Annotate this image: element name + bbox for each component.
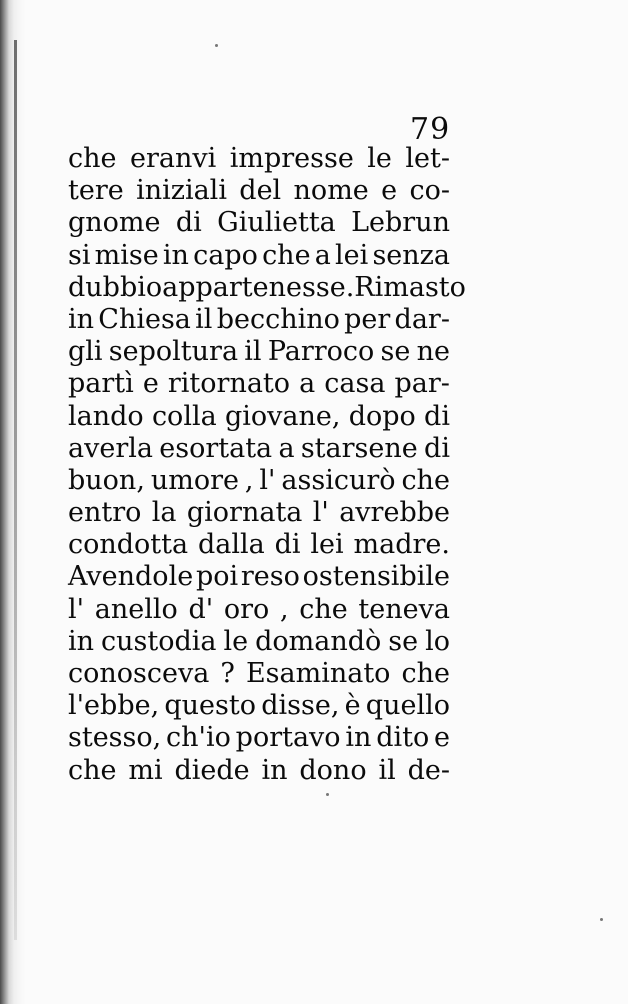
word: Chiesa: [98, 303, 191, 335]
word: custodia: [101, 625, 217, 657]
word: ostensibile: [302, 561, 450, 593]
word: il: [378, 754, 396, 786]
word: dono: [299, 754, 367, 786]
word: capo: [193, 239, 258, 271]
word: assicurò: [281, 464, 396, 496]
word: lei: [310, 529, 344, 561]
text-line: [68, 561, 450, 593]
word: eranvi: [129, 143, 217, 174]
word: a: [278, 432, 295, 464]
text-line: [68, 722, 450, 754]
paper-speck: [326, 793, 329, 796]
word: mi: [128, 754, 163, 786]
word: appartenesse.: [162, 271, 355, 303]
word: Parroco: [267, 336, 375, 368]
word: d': [188, 593, 214, 625]
word: dalla: [197, 529, 265, 561]
word: e: [434, 722, 450, 754]
word: condotta: [68, 529, 189, 561]
text-line: [68, 304, 450, 336]
word: a: [314, 239, 331, 271]
word: co-: [409, 175, 450, 207]
word: diede: [174, 754, 250, 786]
word: dito: [376, 722, 430, 754]
word: avrebbe: [339, 497, 450, 529]
paper-speck: [215, 44, 218, 47]
word: tere: [68, 175, 124, 207]
word: portavo: [235, 722, 341, 754]
word: giovane,: [224, 400, 341, 432]
word: in: [68, 303, 95, 335]
word: ritornato: [167, 368, 291, 400]
text-line: [68, 626, 450, 658]
text-line: [68, 207, 450, 239]
word: in: [345, 722, 372, 754]
word: l'ebbe,: [68, 690, 160, 722]
word: dar-: [394, 303, 450, 335]
word: umore: [150, 464, 239, 496]
word: reso: [240, 561, 300, 593]
word: le: [223, 625, 249, 657]
word: se: [380, 336, 411, 368]
word: colla: [151, 400, 217, 432]
word: oro: [223, 593, 270, 625]
word: dopo: [348, 400, 416, 432]
word: anello: [94, 593, 178, 625]
text-line: [68, 240, 450, 272]
word: l': [259, 464, 276, 496]
paper-speck: [600, 918, 603, 921]
word: stesso,: [68, 722, 162, 754]
word: se: [388, 625, 419, 657]
word: Giulietta: [217, 207, 336, 239]
word: e: [142, 368, 159, 400]
word: iniziali: [136, 175, 227, 207]
text-line: [68, 368, 450, 400]
word: buon,: [68, 464, 145, 496]
word: il: [195, 303, 213, 335]
word: Esaminato: [245, 658, 391, 689]
word: è: [344, 690, 361, 722]
word: di: [274, 529, 301, 561]
word: nome: [293, 175, 369, 207]
word: in: [68, 625, 95, 657]
word: sepoltura: [108, 336, 239, 368]
text-line: [68, 433, 450, 465]
word: Rimasto: [354, 271, 466, 303]
word: poi: [195, 561, 239, 593]
text-line: [68, 271, 466, 304]
word: l': [312, 497, 329, 529]
word: che: [401, 658, 450, 689]
text-line: [68, 497, 450, 529]
word: casa: [324, 368, 386, 400]
word: becchino: [216, 303, 340, 335]
word: lei: [335, 239, 369, 271]
word: di: [424, 432, 450, 464]
word: esortata: [159, 432, 273, 464]
word: in: [261, 754, 288, 786]
word: disse,: [261, 690, 340, 722]
word: la: [151, 497, 177, 529]
text-line: [68, 465, 450, 497]
text-line: [68, 401, 450, 433]
word: l': [68, 593, 85, 625]
word: partì: [68, 368, 134, 400]
word: senza: [372, 239, 450, 271]
word: le: [367, 143, 392, 174]
page-number: 79: [410, 112, 451, 147]
word: del: [239, 175, 282, 207]
word: averla: [68, 432, 153, 464]
word: teneva: [358, 593, 450, 625]
word: mise: [94, 239, 159, 271]
word: domandò: [255, 625, 382, 657]
word: di: [175, 207, 202, 239]
word: Lebrun: [351, 207, 450, 239]
word: gnome: [68, 207, 161, 239]
word: ch'io: [166, 722, 231, 754]
word: in: [162, 239, 189, 271]
text-line: [68, 690, 450, 722]
word: per: [344, 303, 391, 335]
word: giornata: [186, 497, 303, 529]
word: di: [424, 400, 450, 432]
text-line: [68, 143, 450, 175]
word: ,: [279, 593, 289, 625]
word: starsene: [300, 432, 418, 464]
word: si: [68, 239, 91, 271]
word: che: [68, 754, 117, 786]
word: che: [299, 593, 348, 625]
text-line: [68, 658, 450, 690]
word: e: [381, 175, 398, 207]
word: let-: [405, 143, 450, 174]
word: Avendole: [68, 561, 194, 593]
binding-edge: [0, 0, 26, 1004]
word: che: [262, 239, 311, 271]
word: gli: [68, 336, 103, 368]
word: de-: [407, 754, 450, 786]
word: che: [401, 464, 450, 496]
word: madre.: [353, 529, 450, 561]
word: quello: [365, 690, 450, 722]
word: entro: [68, 497, 142, 529]
word: a: [299, 368, 316, 400]
word: dubbio: [68, 271, 163, 303]
word: par-: [394, 368, 450, 400]
word: ne: [416, 336, 450, 368]
word: il: [244, 336, 262, 368]
word: ,: [244, 464, 254, 496]
word: ?: [220, 658, 235, 689]
word: lando: [68, 400, 144, 432]
word: conosceva: [68, 658, 210, 689]
text-line: [68, 529, 450, 561]
text-line: [68, 175, 450, 207]
word: lo: [425, 625, 450, 657]
word: questo: [164, 690, 256, 722]
body-text: [68, 143, 466, 787]
text-line: [68, 336, 450, 368]
text-line: [68, 594, 450, 626]
text-line: [68, 755, 450, 787]
word: che: [68, 143, 117, 174]
word: impresse: [229, 143, 354, 174]
